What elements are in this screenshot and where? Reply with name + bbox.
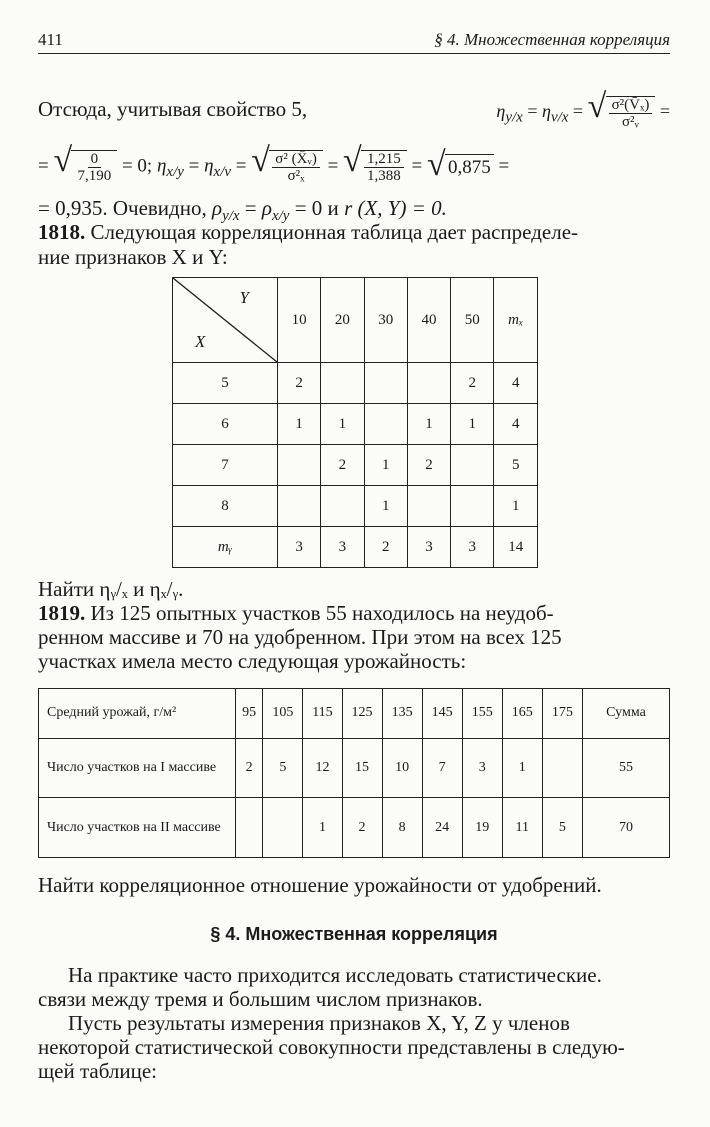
yield-value: 105 <box>263 689 303 739</box>
sqrt-5 <box>427 154 494 181</box>
yield-cell <box>263 798 303 858</box>
rho-symbol-2: ρ <box>261 196 272 220</box>
section-p1-line-2: связи между тремя и большим числом признаков. <box>38 987 483 1011</box>
problem-1819-line-2: ренном массиве и 70 на удобренном. При этом на всех 125 <box>38 625 562 649</box>
mx-value: 5 <box>494 445 538 486</box>
yield-cell: 15 <box>342 738 382 798</box>
solution-text-3: = 0,935. Очевидно, <box>38 196 207 220</box>
eta-symbol-3: η <box>156 155 167 177</box>
frac-zero-num: √ 0 <box>88 151 102 168</box>
yield-cell <box>236 798 263 858</box>
table-cell <box>451 445 494 486</box>
total-value: 14 <box>494 527 538 568</box>
table-cell <box>407 363 450 404</box>
yield-cell: 12 <box>303 738 342 798</box>
table-cell: 1 <box>451 404 494 445</box>
y-value: 10 <box>278 278 321 363</box>
yield-cell: 8 <box>382 798 422 858</box>
x-value: 8 <box>173 486 278 527</box>
yield-table <box>38 688 670 858</box>
table-cell: 1 <box>407 404 450 445</box>
table-cell: 1 <box>364 445 407 486</box>
y-value: 40 <box>407 278 450 363</box>
yield-row-label: Число участков на I массиве <box>39 738 236 798</box>
my-value: 3 <box>451 527 494 568</box>
equals-sign-8: = <box>411 155 423 177</box>
running-title: § 4. Множественная корреляция <box>434 30 670 49</box>
mx-value: 4 <box>494 363 538 404</box>
problem-1818-task: Найти ηᵧ/ₓ и ηₓ/ᵧ. <box>38 577 184 601</box>
table-cell: 2 <box>278 363 321 404</box>
problem-1818-number: 1818. <box>38 220 86 244</box>
correlation-table <box>172 277 538 568</box>
table-cell: 2 <box>407 445 450 486</box>
problem-1818-line-2: ние признаков X и Y: <box>38 245 228 269</box>
diagonal-line <box>173 278 277 362</box>
yield-sum-label: Сумма <box>583 689 670 739</box>
table-cell: 1 <box>364 486 407 527</box>
x-value: 6 <box>173 404 278 445</box>
sqrt-value: 0,875 <box>445 154 494 181</box>
frac-den-1: σ²ᵥ <box>621 114 639 130</box>
eta-subscript-4: x/v <box>213 164 232 181</box>
equals-zero: = 0; <box>121 155 153 177</box>
y-value: 50 <box>451 278 494 363</box>
problem-1819-text-1: Из 125 опытных участков 55 находилось на неудоб- <box>90 601 554 625</box>
sqrt-4 <box>343 150 407 184</box>
solution-line-2 <box>38 150 670 185</box>
yield-sum: 55 <box>583 738 670 798</box>
table-cell: 2 <box>451 363 494 404</box>
section-p2-line-2: некоторой статистической совокупности представлены в следую- <box>38 1035 625 1059</box>
table-row <box>173 363 538 404</box>
yield-header-row <box>39 689 670 739</box>
equals-sign-10: = <box>244 196 257 220</box>
yield-value: 165 <box>502 689 542 739</box>
table-corner-cell <box>173 278 278 363</box>
solution-text-1: Отсюда, учитывая свойство 5, <box>38 97 308 121</box>
mx-value: 1 <box>494 486 538 527</box>
table-cell <box>278 445 321 486</box>
table-cell <box>451 486 494 527</box>
yield-cell: 11 <box>502 798 542 858</box>
yield-value: 145 <box>422 689 462 739</box>
mx-label: mₓ <box>494 278 538 363</box>
eta-symbol-4: η <box>204 155 214 177</box>
table-header-row <box>173 278 538 363</box>
yield-cell: 24 <box>422 798 462 858</box>
table-row <box>173 486 538 527</box>
yield-cell: 3 <box>462 738 502 798</box>
table-cell: 1 <box>321 404 364 445</box>
section-p2-line-3: щей таблице: <box>38 1059 158 1083</box>
sqrt-3 <box>251 150 323 184</box>
my-value: 3 <box>321 527 364 568</box>
frac-num-3: √ 1,215 <box>364 151 404 168</box>
rho-symbol: ρ <box>211 196 223 220</box>
frac-den-3: 1,388 <box>367 168 401 184</box>
rho-subscript-2: x/y <box>271 208 290 225</box>
x-value: 7 <box>173 445 278 486</box>
sqrt-1 <box>588 96 656 130</box>
eta-symbol: η <box>496 101 506 122</box>
equals-sign-3: = <box>659 101 670 122</box>
table-row <box>173 404 538 445</box>
page-header <box>38 30 670 54</box>
y-value: 30 <box>364 278 407 363</box>
corner-label-y: Y <box>239 288 249 307</box>
yield-cell: 5 <box>542 798 582 858</box>
problem-1819-line-1 <box>38 600 670 626</box>
yield-value: 125 <box>342 689 382 739</box>
solution-line-1 <box>38 96 670 131</box>
table-totals-row <box>173 527 538 568</box>
yield-value: 175 <box>542 689 582 739</box>
frac-zero-den: 7,190 <box>77 168 112 184</box>
equals-sign-9: = <box>498 155 510 177</box>
eta-subscript-3: x/y <box>166 164 184 181</box>
equals-sign-5: = <box>188 155 200 177</box>
y-value: 20 <box>321 278 364 363</box>
table-cell <box>321 363 364 404</box>
yield-cell: 19 <box>462 798 502 858</box>
formula-eta-yx <box>496 96 670 131</box>
section-p2-line-1: Пусть результаты измерения признаков X, Y, Z у членов <box>68 1011 570 1035</box>
mx-value: 4 <box>494 404 538 445</box>
table-row <box>173 445 538 486</box>
yield-sum: 70 <box>583 798 670 858</box>
yield-row-1 <box>39 738 670 798</box>
yield-cell: 2 <box>236 738 263 798</box>
problem-1819-number: 1819. <box>38 601 86 625</box>
yield-row-2 <box>39 798 670 858</box>
yield-head-label: Средний урожай, г/м² <box>39 689 236 739</box>
frac-den-2: σ²ₓ <box>287 168 305 184</box>
problem-1818-line-1 <box>38 219 670 245</box>
table-cell <box>407 486 450 527</box>
equals-sign-2: = <box>572 101 584 122</box>
yield-cell: 10 <box>382 738 422 798</box>
equals-sign-7: = <box>327 155 339 177</box>
solution-text-3c: r (X, Y) = 0. <box>344 196 447 220</box>
page-number: 411 <box>38 30 63 49</box>
solution-text-3b: = 0 и <box>294 196 339 220</box>
table-cell <box>364 363 407 404</box>
problem-1818-text-1: Следующая корреляционная таблица дает распределе- <box>90 220 579 244</box>
my-label: mᵧ <box>173 527 278 568</box>
table-cell <box>278 486 321 527</box>
yield-cell: 1 <box>303 798 342 858</box>
section-p1-line-1: На практике часто приходится исследовать статистические. <box>68 963 602 987</box>
problem-1819-line-3: участках имела место следующая урожайность: <box>38 649 467 673</box>
yield-row-label: Число участков на II массиве <box>39 798 236 858</box>
table-cell <box>364 404 407 445</box>
section-heading: § 4. Множественная корреляция <box>210 924 498 944</box>
frac-num-2: √ σ² (X̄ᵥ) <box>272 151 320 168</box>
my-value: 3 <box>278 527 321 568</box>
yield-cell: 5 <box>263 738 303 798</box>
sqrt-2 <box>53 150 117 184</box>
equals-sign-4: = <box>38 155 49 177</box>
yield-cell <box>542 738 582 798</box>
table-cell: 1 <box>278 404 321 445</box>
table-cell: 2 <box>321 445 364 486</box>
x-value: 5 <box>173 363 278 404</box>
eta-subscript: y/x <box>505 109 523 126</box>
corner-label-x: X <box>195 332 206 351</box>
yield-value: 155 <box>462 689 502 739</box>
yield-value: 135 <box>382 689 422 739</box>
frac-num-1: √ σ²(V̄ₓ) <box>609 97 653 114</box>
eta-subscript-2: v/x <box>550 109 569 126</box>
equals-sign: = <box>527 101 538 122</box>
yield-cell: 7 <box>422 738 462 798</box>
yield-cell: 2 <box>342 798 382 858</box>
problem-1819-task: Найти корреляционное отношение урожайности от удобрений. <box>38 873 602 897</box>
rho-subscript: y/x <box>222 208 240 225</box>
eta-symbol-2: η <box>542 101 551 122</box>
yield-cell: 1 <box>502 738 542 798</box>
yield-value: 115 <box>303 689 342 739</box>
yield-value: 95 <box>236 689 263 739</box>
table-cell <box>321 486 364 527</box>
my-value: 3 <box>407 527 450 568</box>
my-value: 2 <box>364 527 407 568</box>
equals-sign-6: = <box>235 155 247 177</box>
